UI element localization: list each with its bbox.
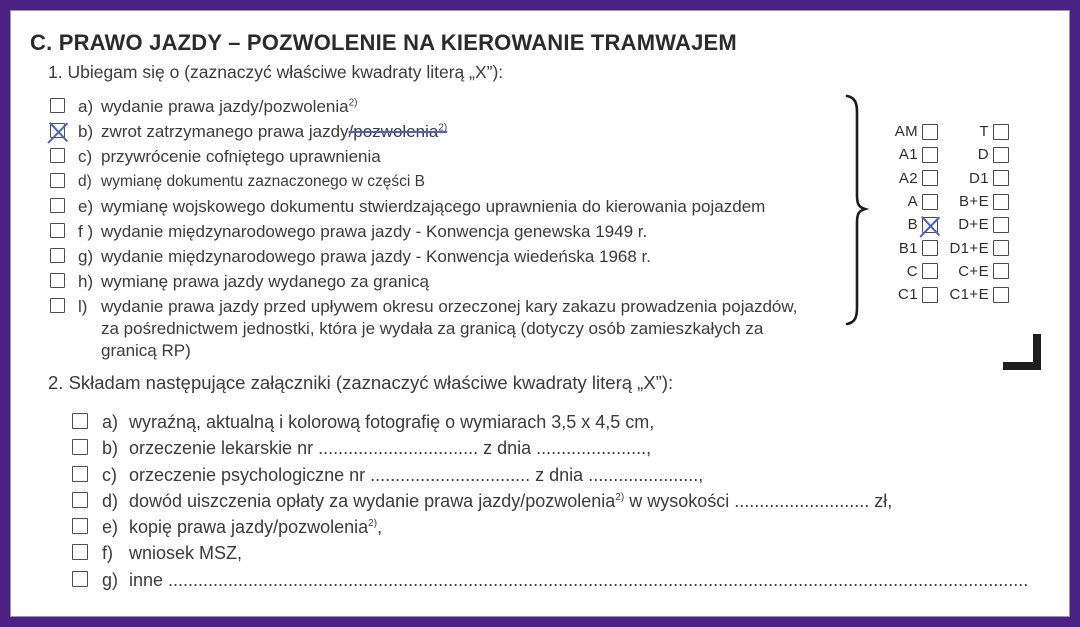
category-checkbox-BE[interactable] — [993, 194, 1009, 210]
s1-item-label-e: wymianę wojskowego dokumentu stwierdzającego uprawnienia do kierowania pojazdem — [101, 197, 766, 216]
category-checkbox-A2[interactable] — [922, 170, 938, 186]
s2-checkbox-c[interactable] — [72, 466, 88, 482]
s1-item-label-g: wydanie międzynarodowego prawa jazdy - Konwencja wiedeńska 1968 r. — [101, 247, 651, 266]
category-checkbox-DE[interactable] — [993, 217, 1009, 233]
category-label-C: C — [906, 262, 918, 280]
category-label-BE: B+E — [959, 193, 989, 211]
category-label-B: B — [907, 216, 918, 234]
s1-item-g — [50, 246, 850, 268]
s1-item-a — [50, 96, 850, 118]
category-label-AM: AM — [894, 123, 918, 141]
s2-item-label-b: orzeczenie lekarskie nr ................................ z dnia ......................, — [129, 438, 652, 459]
s1-item-label-f: wydanie międzynarodowego prawa jazdy - Konwencja genewska 1949 r. — [101, 222, 648, 241]
s1-item-l — [50, 296, 850, 362]
pen-x-mark-icon — [919, 215, 941, 237]
s1-struck-text-b: /pozwolenia$^{2)}$ — [348, 122, 448, 141]
s1-checkbox-l[interactable] — [50, 298, 65, 313]
s1-checkbox-b[interactable] — [50, 123, 65, 138]
s1-item-c — [50, 146, 850, 168]
s2-item-b — [72, 437, 1062, 460]
category-label-T: T — [979, 123, 989, 141]
s1-item-label-l: wydanie prawa jazdy przed upływem okresu orzeczonej kary zakazu prowadzenia pojazdów, za pośrednictwem jednostki, która je wydała za granicą (dotyczy osób zamieszkałych za granicą RP) — [101, 297, 798, 360]
s2-checkbox-b[interactable] — [72, 439, 88, 455]
s1-item-label-b: zwrot zatrzymanego prawa jazdy/pozwolenia$^{2)}$ — [101, 122, 448, 141]
footnote-ref: 2) — [615, 491, 625, 503]
s2-checkbox-d[interactable] — [72, 492, 88, 508]
s2-item-letter-a: a) — [102, 412, 119, 432]
s2-item-g — [72, 569, 1062, 592]
s1-item-letter-g: g) — [78, 247, 94, 266]
category-label-A2: A2 — [898, 169, 918, 187]
s1-item-d — [50, 171, 850, 193]
s2-item-label-d: dowód uiszczenia opłaty za wydanie prawa jazdy/pozwolenia$^{2)}$ w wysokości ........................... zł, — [129, 490, 893, 511]
category-label-B1: B1 — [898, 239, 918, 257]
s1-item-label-a: wydanie prawa jazdy/pozwolenia$^{2)}$ — [101, 97, 358, 116]
pen-x-mark-icon — [47, 121, 69, 143]
category-checkbox-C[interactable] — [922, 263, 938, 279]
s1-checkbox-c[interactable] — [50, 148, 65, 163]
s2-item-label-a: wyraźną, aktualną i kolorową fotografię o wymiarach 3,5 x 4,5 cm, — [129, 412, 655, 432]
s1-checkbox-h[interactable] — [50, 273, 65, 288]
s1-item-f — [50, 221, 850, 243]
category-checkbox-B[interactable] — [922, 217, 938, 233]
s1-checkbox-e[interactable] — [50, 198, 65, 213]
s1-item-label-h: wymianę prawa jazdy wydanego za granicą — [101, 272, 429, 291]
s1-item-letter-d: d) — [78, 173, 92, 190]
category-checkbox-AM[interactable] — [922, 124, 938, 140]
s1-item-letter-a: a) — [78, 97, 94, 116]
s2-item-letter-f: f) — [102, 543, 113, 564]
s2-checkbox-f[interactable] — [72, 544, 88, 560]
s2-item-letter-b: b) — [102, 438, 119, 459]
category-label-A1: A1 — [898, 146, 918, 164]
s1-item-letter-h: h) — [78, 272, 94, 291]
section2-heading: 2. Składam następujące załączniki (zaznaczyć właściwe kwadraty literą „X”): — [48, 372, 674, 393]
s2-item-letter-d: d) — [102, 490, 119, 511]
category-label-C1: C1 — [898, 286, 918, 304]
s2-item-d — [72, 490, 1062, 513]
s1-item-label-c: przywrócenie cofniętego uprawnienia — [101, 147, 381, 166]
s2-item-letter-e: e) — [102, 517, 119, 538]
s2-item-label-c: orzeczenie psychologiczne nr ................................ z dnia ......................, — [129, 464, 704, 485]
s2-item-letter-c: c) — [102, 464, 117, 485]
s2-checkbox-g[interactable] — [72, 571, 88, 587]
category-label-D1: D1 — [969, 169, 989, 187]
s1-checkbox-g[interactable] — [50, 248, 65, 263]
category-checkbox-C1E[interactable] — [993, 287, 1009, 303]
s2-item-label-g: inne ............................................................................................................................................................................ — [129, 569, 1029, 590]
category-label-CE: C+E — [958, 262, 989, 280]
s1-checkbox-a[interactable] — [50, 98, 65, 113]
footnote-ref: 2) — [348, 97, 358, 109]
category-checkbox-D1E[interactable] — [993, 240, 1009, 256]
s1-item-letter-e: e) — [78, 197, 94, 216]
section1-checklist — [50, 96, 850, 365]
category-checkbox-A1[interactable] — [922, 147, 938, 163]
s1-item-letter-l: l) — [78, 297, 88, 316]
category-label-D1E: D1+E — [949, 239, 989, 257]
category-checkbox-D[interactable] — [993, 147, 1009, 163]
s1-item-b — [50, 121, 850, 143]
s1-item-label-d: wymianę dokumentu zaznaczonego w części B — [101, 173, 425, 190]
s2-item-letter-g: g) — [102, 569, 119, 590]
category-checkbox-C1[interactable] — [922, 287, 938, 303]
license-category-grid — [872, 120, 1010, 306]
s1-item-e — [50, 196, 850, 218]
category-label-DE: D+E — [958, 216, 989, 234]
s1-checkbox-d[interactable] — [50, 173, 65, 188]
s2-item-f — [72, 542, 1062, 565]
category-checkbox-A[interactable] — [922, 194, 938, 210]
category-label-A: A — [907, 193, 918, 211]
footnote-ref: 2) — [368, 518, 378, 530]
s1-item-h — [50, 271, 850, 293]
s2-checkbox-a[interactable] — [72, 413, 88, 429]
s2-item-label-e: kopię prawa jazdy/pozwolenia$^{2)}$, — [129, 517, 383, 538]
category-label-D: D — [977, 146, 989, 164]
s1-checkbox-f[interactable] — [50, 223, 65, 238]
s1-item-letter-b: b) — [78, 122, 94, 141]
section1-heading: 1. Ubiegam się o (zaznaczyć właściwe kwadraty literą „X”): — [48, 62, 504, 82]
section2-checklist — [72, 411, 1062, 595]
corner-registration-mark — [1003, 334, 1041, 370]
s1-item-letter-f: f ) — [78, 222, 94, 241]
category-checkbox-T[interactable] — [993, 124, 1009, 140]
category-checkbox-D1[interactable] — [993, 170, 1009, 186]
s2-item-label-f: wniosek MSZ, — [129, 543, 243, 564]
s2-checkbox-e[interactable] — [72, 518, 88, 534]
category-checkbox-B1[interactable] — [922, 240, 938, 256]
category-checkbox-CE[interactable] — [993, 263, 1009, 279]
section-c-title: C. PRAWO JAZDY – POZWOLENIE NA KIEROWANIE TRAMWAJEM — [30, 30, 737, 55]
s2-item-c — [72, 464, 1062, 487]
s2-item-e — [72, 516, 1062, 539]
footnote-ref: 2) — [438, 122, 448, 134]
category-label-C1E: C1+E — [949, 286, 989, 304]
s1-item-letter-c: c) — [78, 147, 93, 166]
s2-item-a — [72, 411, 1062, 434]
curly-brace — [845, 94, 869, 326]
